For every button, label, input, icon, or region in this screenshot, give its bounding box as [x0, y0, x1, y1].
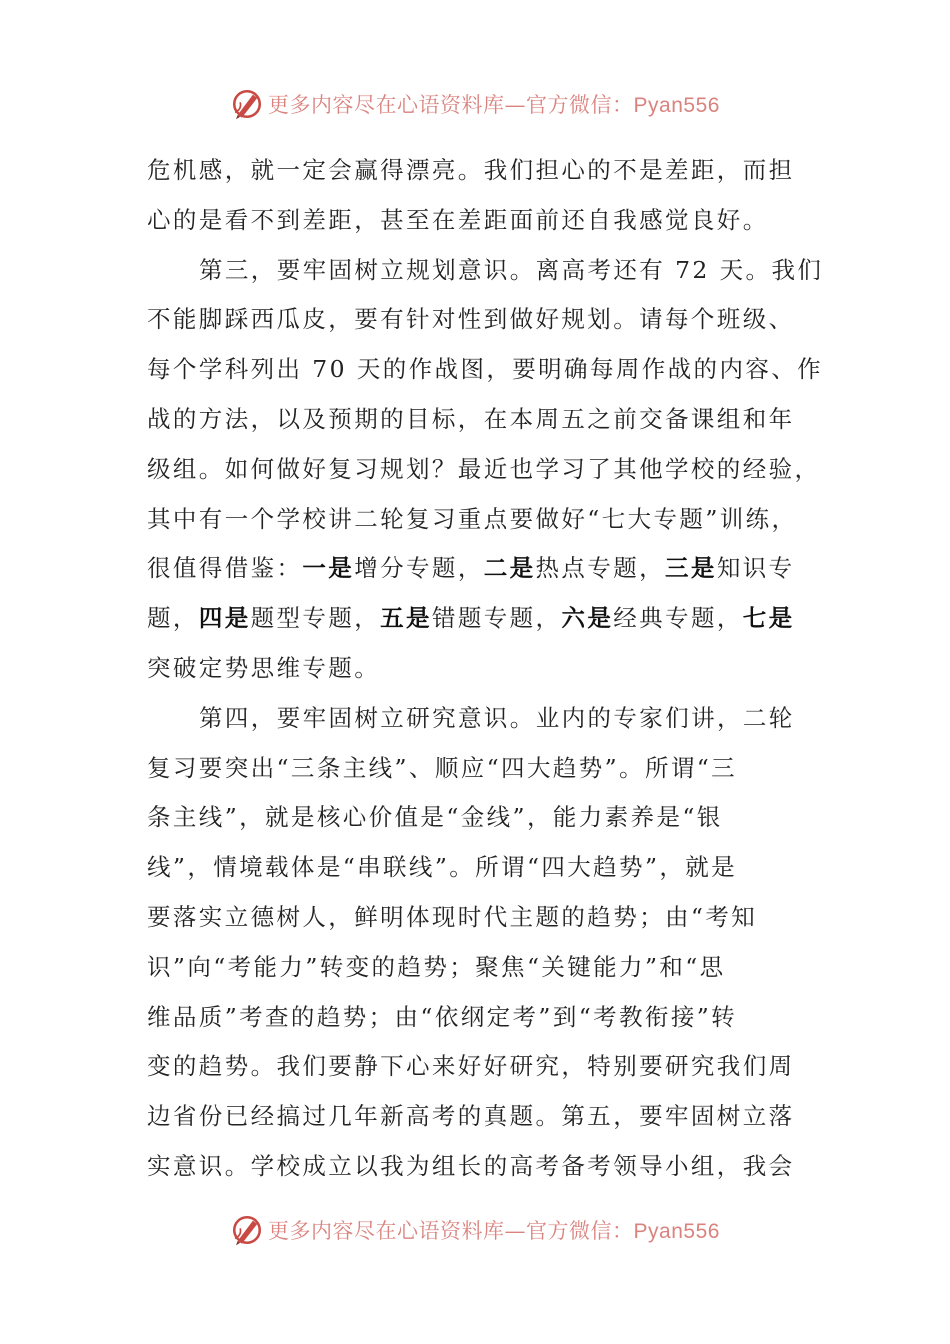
text-segment: 边省份已经搞过几年新高考的真题。第五，要牢固树立落 [147, 1102, 795, 1131]
text-segment: 危机感，就一定会赢得漂亮。我们担心的不是差距，而担 [147, 156, 795, 184]
bold-list-marker: 三是 [665, 554, 717, 583]
text-line [147, 753, 737, 783]
text-line [147, 802, 723, 832]
text-segment: 识”向“考能力”转变的趋势；聚焦“关键能力”和“思 [147, 952, 726, 981]
bold-list-marker: 五是 [380, 604, 432, 633]
text-line [147, 852, 737, 882]
banner-wechat-id: Pyan556 [633, 94, 720, 117]
paragraph-first-line [199, 703, 795, 733]
text-segment: 错题专题， [431, 604, 562, 633]
banner-chinese-text: 更多内容尽在心语资料库—官方微信： [268, 93, 634, 117]
text-segment: 要落实立德树人，鲜明体现时代主题的趋势；由“考知 [147, 903, 758, 931]
text-segment: 每个学科列出 70 天的作战图，要明确每周作战的内容、作 [147, 355, 824, 384]
text-line [147, 902, 757, 932]
text-line [147, 155, 795, 185]
text-segment: 知识专 [716, 554, 795, 583]
text-segment: 复习要突出“三条主线”、顺应“四大趋势”。所谓“三 [147, 753, 738, 782]
text-line [147, 653, 380, 683]
pen-logo-icon [230, 1213, 264, 1247]
text-segment: 题型专题， [250, 604, 381, 633]
text-line [147, 504, 797, 534]
text-line [147, 354, 823, 384]
text-line [147, 304, 795, 334]
text-line [147, 1101, 795, 1131]
text-segment: 突破定势思维专题。 [147, 654, 381, 682]
text-segment: 题， [147, 604, 199, 633]
banner-wechat-id: Pyan556 [633, 1220, 720, 1243]
banner-chinese-text: 更多内容尽在心语资料库—官方微信： [268, 1219, 634, 1243]
text-line [147, 205, 769, 235]
text-line [147, 1051, 795, 1081]
text-line [147, 404, 795, 434]
bold-list-marker: 七是 [742, 604, 795, 633]
text-line [147, 1002, 737, 1032]
text-segment: 线”，情境载体是“串联线”。所谓“四大趋势”，就是 [147, 853, 738, 882]
text-segment: 经典专题， [613, 604, 743, 633]
text-segment: 第四，要牢固树立研究意识。业内的专家们讲，二轮 [199, 703, 795, 732]
text-segment: 实意识。学校成立以我为组长的高考备考领导小组，我会 [147, 1152, 795, 1180]
footer-watermark-banner [0, 1210, 950, 1250]
bold-list-marker: 四是 [198, 604, 251, 633]
text-line [147, 454, 820, 484]
text-line [147, 603, 795, 633]
text-segment: 条主线”，就是核心价值是“金线”，能力素养是“银 [147, 803, 723, 832]
text-line [147, 553, 795, 583]
bold-list-marker: 二是 [483, 554, 536, 583]
text-segment: 心的是看不到差距，甚至在差距面前还自我感觉良好。 [147, 205, 769, 234]
text-segment: 其中有一个学校讲二轮复习重点要做好“七大专题”训练， [147, 504, 798, 533]
text-segment: 第三，要牢固树立规划意识。离高考还有 72 天。我们 [199, 255, 824, 284]
text-line [147, 1151, 795, 1181]
bold-list-marker: 六是 [561, 604, 614, 633]
bold-list-marker: 一是 [302, 554, 355, 583]
text-segment: 战的方法，以及预期的目标，在本周五之前交备课组和年 [147, 405, 795, 433]
text-segment: 级组。如何做好复习规划？最近也学习了其他学校的经验， [147, 454, 821, 483]
paragraph-first-line [199, 255, 823, 285]
text-line [147, 952, 726, 982]
text-segment: 增分专题， [354, 554, 484, 583]
text-segment: 不能脚踩西瓜皮，要有针对性到做好规划。请每个班级、 [147, 305, 795, 334]
banner-text [268, 1215, 720, 1245]
text-segment: 变的趋势。我们要静下心来好好研究，特别要研究我们周 [147, 1052, 795, 1081]
text-segment: 很值得借鉴： [147, 554, 303, 583]
text-segment: 热点专题， [535, 554, 666, 583]
text-segment: 维品质”考查的趋势；由“依纲定考”到“考教衔接”转 [147, 1002, 738, 1031]
